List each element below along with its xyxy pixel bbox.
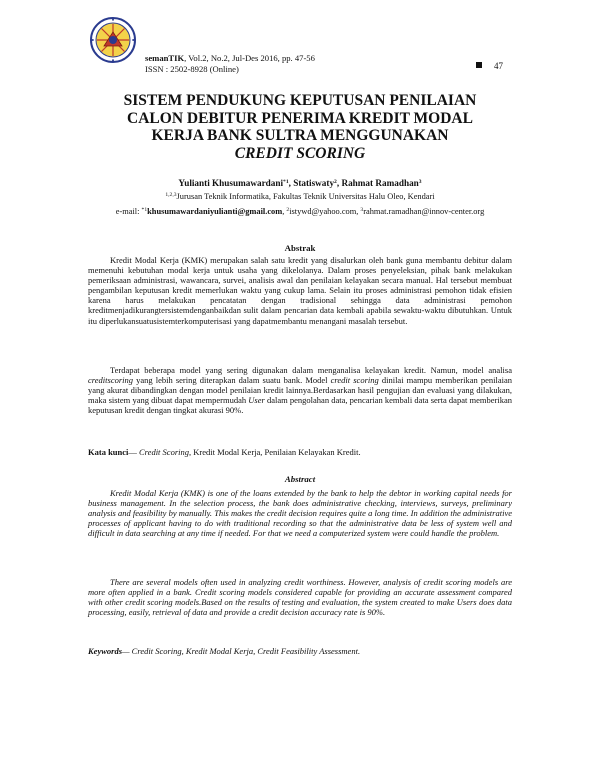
author-3-mark: 3 [418,179,422,185]
abstrak-p2-text: dalam pengolahan data, pencarian kembali data serta dapat memberikan keputusan kredit dengan tingkat akurasi 90%. [88,395,512,416]
email-2-link[interactable]: istywd@yahoo.com [289,207,357,216]
email-1-link[interactable]: khusumawardaniyulianti@gmail.com [147,207,283,216]
university-seal-icon [88,16,138,64]
affiliation-text: Jurusan Teknik Informatika, Fakultas Teknik Universitas Halu Oleo, Kendari [176,192,435,201]
title-line-1: SISTEM PENDUKUNG KEPUTUSAN PENILAIAN [123,92,477,109]
affiliation-mark: 1,2,3 [165,192,177,198]
journal-header [145,53,315,75]
email-3-mark: 3 [360,207,364,213]
author-separator: , [288,178,294,188]
journal-name: semanTIK [145,53,185,63]
page-number-value: 47 [494,61,503,71]
keywords-rest: — Credit Scoring, Kredit Modal Kerja, Credit Feasibility Assessment. [122,646,361,656]
abstract-paragraph-2: There are several models often used in analyzing credit worthiness. However, analysis of credit scoring models are more often applied in a bank. Credit scoring models considered capable for providing an accurate assessment compared with other credit scoring models.Based on the results of testing and evaluation, the system created to make Users does data processing, easily, retrieval of data and provide a credit decision accuracy rate is 90%. [88,577,512,618]
affiliation [60,192,540,201]
page-number [476,61,503,71]
author-2-mark: 2 [334,179,337,185]
keywords [88,646,512,656]
square-bullet-icon [476,62,482,68]
title-line-4: CREDIT SCORING [234,144,366,162]
email-1-mark: *1 [141,207,148,213]
title-line-3: KERJA BANK SULTRA MENGGUNAKAN [151,127,449,144]
kata-kunci-dash: — [128,447,140,457]
abstrak-p2-text: yang lebih sering diterapkan dalam suatu bank. Model [133,375,331,386]
abstract-heading: Abstract [284,474,316,484]
kata-kunci-rest: , Kredit Modal Kerja, Penilaian Kelayakan Kredit. [189,447,361,457]
kata-kunci-term: Credit Scoring [139,447,189,457]
author-2: Statiswaty [293,178,335,188]
email-separator: , [282,207,287,216]
email-3-link[interactable]: rahmat.ramadhan@innov-center.org [363,207,485,216]
abstrak-p2-term: User [248,395,265,406]
journal-issn: ISSN : 2502-8928 (Online) [145,64,239,74]
keywords-label: Keywords [88,646,122,656]
abstrak-paragraph-1: Kredit Modal Kerja (KMK) merupakan salah satu kredit yang disalurkan oleh bank guna membantu debitur dalam memenuhi kebutuhan modal kerja untuk usaha yang dikelolanya. Dalam proses penyeleksian, pihak bank melakukan pemeriksaan administrasi, wawancara, survei, analisis awal dan penilaian kelayakan secara manual. Hal tersebut membuat pengambilan keputusan kredit memerlukan waktu yang cukup lama. Selain itu proses administrasi pemohon tidak efisien karena harus melakukan pencatatan dengan tradisional sehingga data administrasi pemohon kreditmenjadikurangtersistemdenganbaikdan sulit dalam pencarian data kembali apabila sewaktu-waktu dibutuhkan. Untuk itu diperlukansuatusistemterkomputerisasi yang dapatmembantu menangani masalah tersebut. [88,255,512,326]
abstrak-heading: Abstrak [284,243,316,253]
author-separator: , [336,178,342,188]
email-list [60,206,540,217]
kata-kunci [88,447,512,457]
abstrak-p2-text: dinilai mampu memberikan penilaian yang akurat dibandingkan dengan model penilaian kredit lainnya.Berdasarkan hasil pengujian dan evaluasi yang dilakukan, maka sistem yang dibuat dapat mempermudah [88,375,512,406]
abstrak-p2-text: Terdapat beberapa model yang sering digunakan dalam menganalisa kelayakan kredit. Namun, model analisa [110,365,512,375]
author-1: Yulianti Khusumawardani [178,178,284,188]
author-3: Rahmat Ramadhan [341,178,419,188]
authors [60,178,540,188]
abstrak-paragraph-2 [88,365,512,415]
author-1-mark: *1 [283,179,289,185]
abstrak-p2-term: credit scoring [330,375,379,386]
journal-citation: , Vol.2, No.2, Jul-Des 2016, pp. 47-56 [184,53,315,63]
email-2-mark: 2 [286,207,290,213]
abstrak-p2-term: creditscoring [88,375,134,386]
abstract-paragraph-1: Kredit Modal Kerja (KMK) is one of the loans extended by the bank to help the debtor in working capital needs for business management. In the selection process, the bank does administrative checking, interviews, surveys, preliminary analysis and feasibility by manually. This makes the credit decision requires quite a long time. In addition the administrative processes of applicant having to do with traditional recording so that the administrative data be less of system well and difficult in data searching at any time if needed. For that we need a computerized system were could handle the problem. [88,488,512,539]
email-prefix: e-mail: [115,207,142,216]
title-line-2: CALON DEBITUR PENERIMA KREDIT MODAL [127,109,473,127]
kata-kunci-label: Kata kunci [88,447,129,457]
paper-title [60,92,540,162]
email-separator: , [356,207,361,216]
